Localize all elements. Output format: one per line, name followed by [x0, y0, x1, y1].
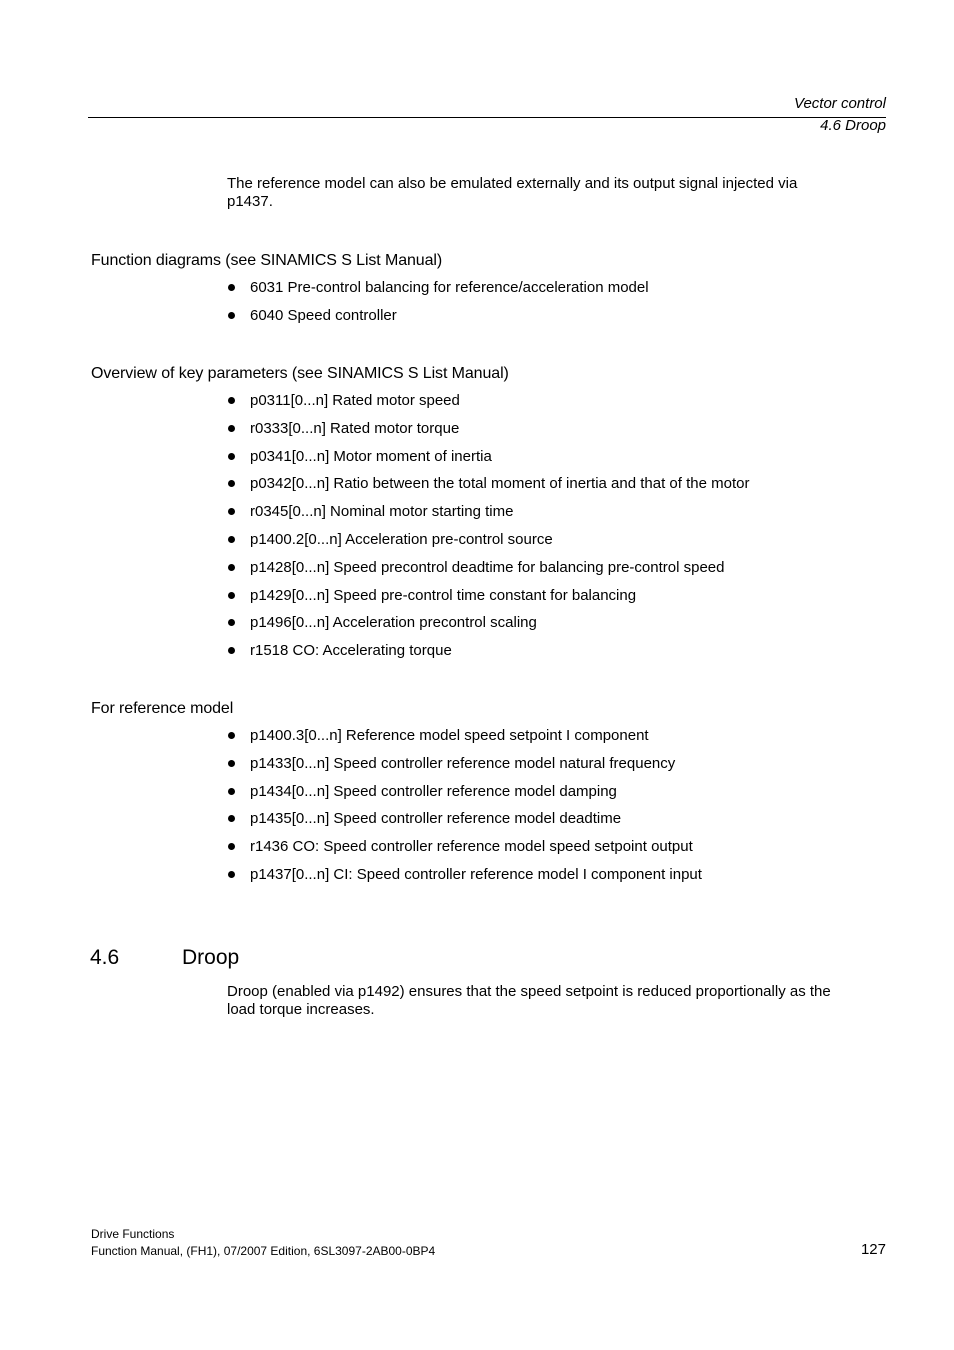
list-item: r1518 CO: Accelerating torque [227, 642, 749, 670]
bullet-icon [228, 508, 235, 515]
list-item: 6040 Speed controller [227, 307, 649, 335]
header-title: Vector control [794, 95, 886, 112]
section-line-1: Droop (enabled via p1492) ensures that the speed setpoint is reduced proportionally as the [227, 983, 831, 1000]
intro-paragraph [227, 175, 887, 211]
bullet-icon [228, 284, 235, 291]
bullet-icon [228, 397, 235, 404]
section-paragraph [227, 983, 887, 1019]
key-parameters-list [227, 392, 749, 670]
bullet-icon [228, 760, 235, 767]
list-item: r1436 CO: Speed controller reference model speed setpoint output [227, 838, 702, 866]
header-rule [88, 117, 886, 118]
bullet-icon [228, 480, 235, 487]
bullet-icon [228, 619, 235, 626]
page-number: 127 [860, 1241, 886, 1258]
list-item: p1400.3[0...n] Reference model speed setpoint I component [227, 727, 702, 755]
bullet-icon [228, 564, 235, 571]
footer-edition: Function Manual, (FH1), 07/2007 Edition, 6SL3097-2AB00-0BP4 [91, 1244, 436, 1258]
list-item: p0342[0...n] Ratio between the total moment of inertia and that of the motor [227, 475, 749, 503]
bullet-icon [228, 843, 235, 850]
reference-model-heading: For reference model [91, 700, 234, 717]
function-diagrams-heading: Function diagrams (see SINAMICS S List Manual) [91, 252, 443, 269]
intro-line-2: p1437. [227, 193, 273, 210]
header-section: 4.6 Droop [820, 117, 886, 134]
bullet-icon [228, 788, 235, 795]
bullet-icon [228, 425, 235, 432]
bullet-icon [228, 312, 235, 319]
list-item: p1437[0...n] CI: Speed controller reference model I component input [227, 866, 702, 894]
list-item: p1429[0...n] Speed pre-control time constant for balancing [227, 587, 749, 615]
list-item: p1434[0...n] Speed controller reference model damping [227, 783, 702, 811]
list-item: 6031 Pre-control balancing for reference/acceleration model [227, 279, 649, 307]
list-item: p1435[0...n] Speed controller reference model deadtime [227, 810, 702, 838]
list-item: r0345[0...n] Nominal motor starting time [227, 503, 749, 531]
key-parameters-heading: Overview of key parameters (see SINAMICS S List Manual) [91, 365, 509, 382]
list-item: p0311[0...n] Rated motor speed [227, 392, 749, 420]
intro-line-1: The reference model can also be emulated externally and its output signal injected via [227, 175, 798, 192]
function-diagrams-list [227, 279, 649, 335]
bullet-icon [228, 871, 235, 878]
list-item: r0333[0...n] Rated motor torque [227, 420, 749, 448]
bullet-icon [228, 536, 235, 543]
list-item: p1400.2[0...n] Acceleration pre-control source [227, 531, 749, 559]
section-line-2: load torque increases. [227, 1001, 375, 1018]
list-item: p1496[0...n] Acceleration precontrol scaling [227, 614, 749, 642]
bullet-icon [228, 647, 235, 654]
section-title: Droop [182, 946, 240, 969]
reference-model-list [227, 727, 702, 894]
list-item: p1428[0...n] Speed precontrol deadtime for balancing pre-control speed [227, 559, 749, 587]
bullet-icon [228, 732, 235, 739]
bullet-icon [228, 815, 235, 822]
list-item: p1433[0...n] Speed controller reference model natural frequency [227, 755, 702, 783]
bullet-icon [228, 453, 235, 460]
list-item: p0341[0...n] Motor moment of inertia [227, 448, 749, 476]
section-number: 4.6 [90, 946, 120, 969]
footer-title: Drive Functions [91, 1227, 175, 1241]
bullet-icon [228, 592, 235, 599]
